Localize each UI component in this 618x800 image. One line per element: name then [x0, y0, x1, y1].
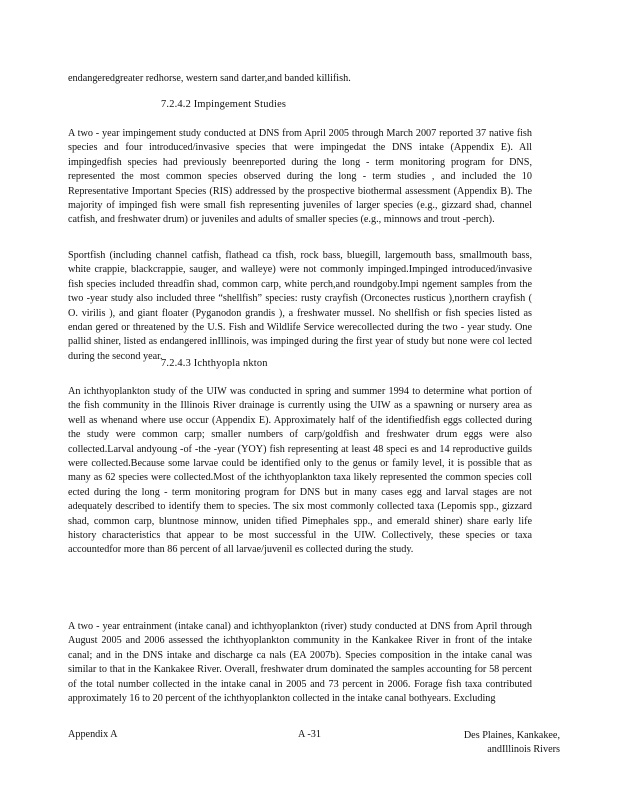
footer-river-line-1: Des Plaines, Kankakee, [463, 730, 560, 741]
impingement-paragraph-2: Sportfish (including channel catfish, flathead ca tfish, rock bass, bluegill, largemouth bass, smallmouth bass, white crappie, blackcrappie, sauger, and walleye) were not commonly impinged.Impinged introduced/invasive fish species included threadfin shad, common carp, white perch,and roundgoby.Impi ngement samples from the two -year study also included three “shellfish” species: rusty crayfish (Orconectes rusticus ),northern crayfish ( O. virilis ), and giant floater (Pyganodon grandis ), a freshwater mussel. No shellfish or fish species listed as endan gered or threatened by the U.S. Fish and Wildlife Service werecollected during the two - year study. One pallid shiner, listed as endangered inIllinois, was impinged during the first year of study but none were col lected during the second year. [68, 250, 532, 362]
ichthyoplankton-paragraph-1: An ichthyoplankton study of the UIW was conducted in spring and summer 1994 to determine what portion of the fish community in the Illinois River drainage is currently using the UIW as a spawning or nursery area as well as whenand where use occur (Appendix E). Approximately half of the identifiedfish eggs collected during the study were common carp; smaller numbers of carp/goldfish and freshwater drum eggs were also collected.Larval andyoung -of -the -year (YOY) fish representing at least 48 speci es and 14 reproductive guilds were collected.Because some larvae could be identified only to the genus or family level, it is possible that as many as 62 species were collected.Most of the ichthyoplankton taxa likely represented the common species coll ected during the long - term monitoring program for DNS but in many cases egg and larval stages are not adequately described to identify them to species. The six most commonly collected taxa (Lepomis spp., gizzard shad, common carp, bluntnose minnow, uniden tified Pimephales spp., and emerald shiner) share early life history characteristics that appear to be most successful in the UIW. Collectively, these species or taxa accountedfor more than 86 percent of all larvae/juvenil es collected during the study. [68, 386, 532, 556]
footer-page-number: A -31 [298, 729, 321, 740]
lead-line: endangeredgreater redhorse, western sand darter,and banded killifish. [68, 73, 351, 84]
footer-river-label [440, 729, 560, 758]
footer-appendix-label: Appendix A [68, 729, 118, 740]
section-heading-7-2-4-2: 7.2.4.2 Impingement Studies [161, 99, 287, 110]
impingement-paragraph-1: A two - year impingement study conducted at DNS from April 2005 through March 2007 reported 37 native fish species and four introduced/invasive species that were impingedat the DNS intake (Appendix E). All impingedfish species had previously beenreported during the long - term monitoring program for DNS, represented the most common species observed during the long - term studies , and included the 10 Representative Important Species (RIS) addressed by the prospective biothermal assessment (Appendix B). The majority of impinged fish were small fish representing juveniles of larger species (e.g., gizzard shad, channel catfish, and freshwater drum) or juveniles and adults of smaller species (e.g., minnows and trout -perch). [68, 128, 532, 226]
footer-river-line-2: andIllinois Rivers [487, 744, 560, 756]
ichthyoplankton-paragraph-2: A two - year entrainment (intake canal) and ichthyoplankton (river) study conducted at DNS from April through August 2005 and 2006 assessed the ichthyoplankton community in the Kankakee River in front of the intake canal; and in the DNS intake and discharge ca nals (EA 2007b). Species composition in the intake canal was similar to that in the Kankakee River. Overall, freshwater drum dominated the samples accounting for 58 percent of the total number collected in the intake canal in 2005 and 73 percent in 2006. Forage fish taxa contributed approximately 16 to 20 percent of the ichthyoplankton collected in the intake canal bothyears. Excluding [68, 621, 532, 705]
section-heading-7-2-4-3: 7.2.4.3 Ichthyopla nkton [161, 358, 268, 369]
